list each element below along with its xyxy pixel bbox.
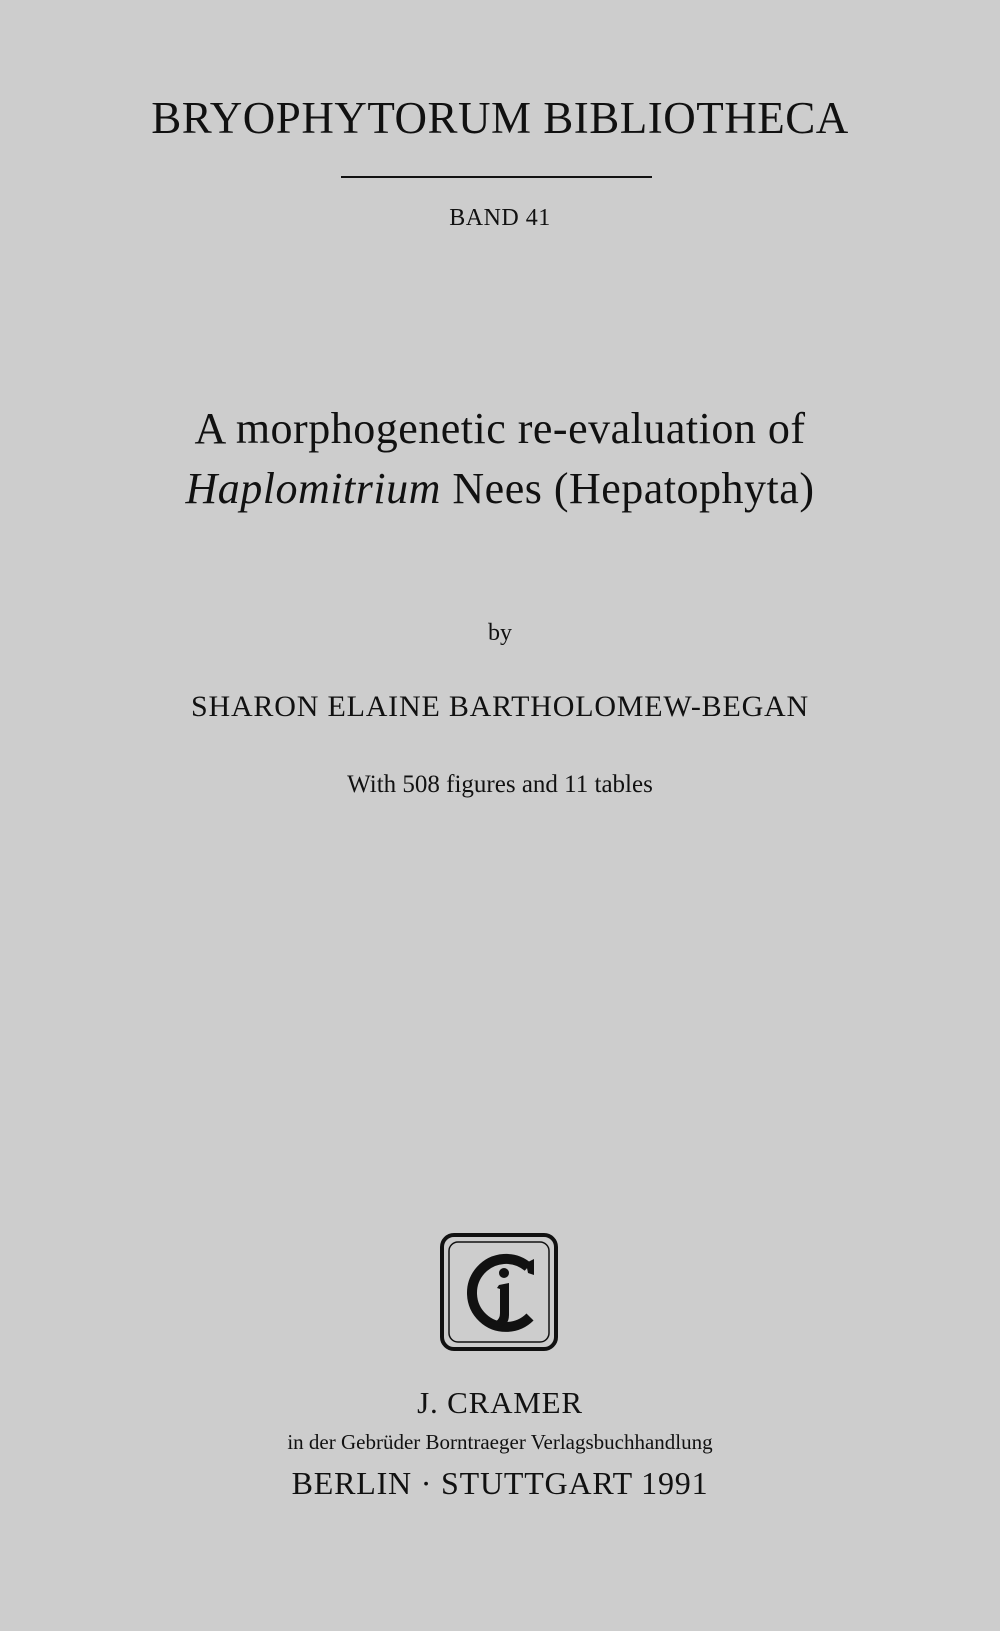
genus-name: Haplomitrium [185, 464, 441, 513]
by-label: by [488, 620, 512, 646]
book-title-line-2-rest: Nees (Hepatophyta) [440, 464, 815, 513]
publisher-name: J. CRAMER [417, 1385, 583, 1420]
author-name: SHARON ELAINE BARTHOLOMEW-BEGAN [191, 690, 809, 723]
place-and-year: BERLIN · STUTTGART 1991 [291, 1465, 709, 1501]
series-title: BRYOPHYTORUM BIBLIOTHECA [151, 93, 849, 143]
publisher-logo-icon [440, 1233, 558, 1351]
book-title-line-2 [0, 463, 1000, 514]
title-rule [341, 176, 652, 178]
volume-number: BAND 41 [449, 205, 551, 231]
book-title-line-1: A morphogenetic re-evaluation of [194, 404, 806, 453]
publisher-imprint: in der Gebrüder Borntraeger Verlagsbuchhandlung [287, 1430, 713, 1454]
figures-note: With 508 figures and 11 tables [347, 771, 653, 798]
